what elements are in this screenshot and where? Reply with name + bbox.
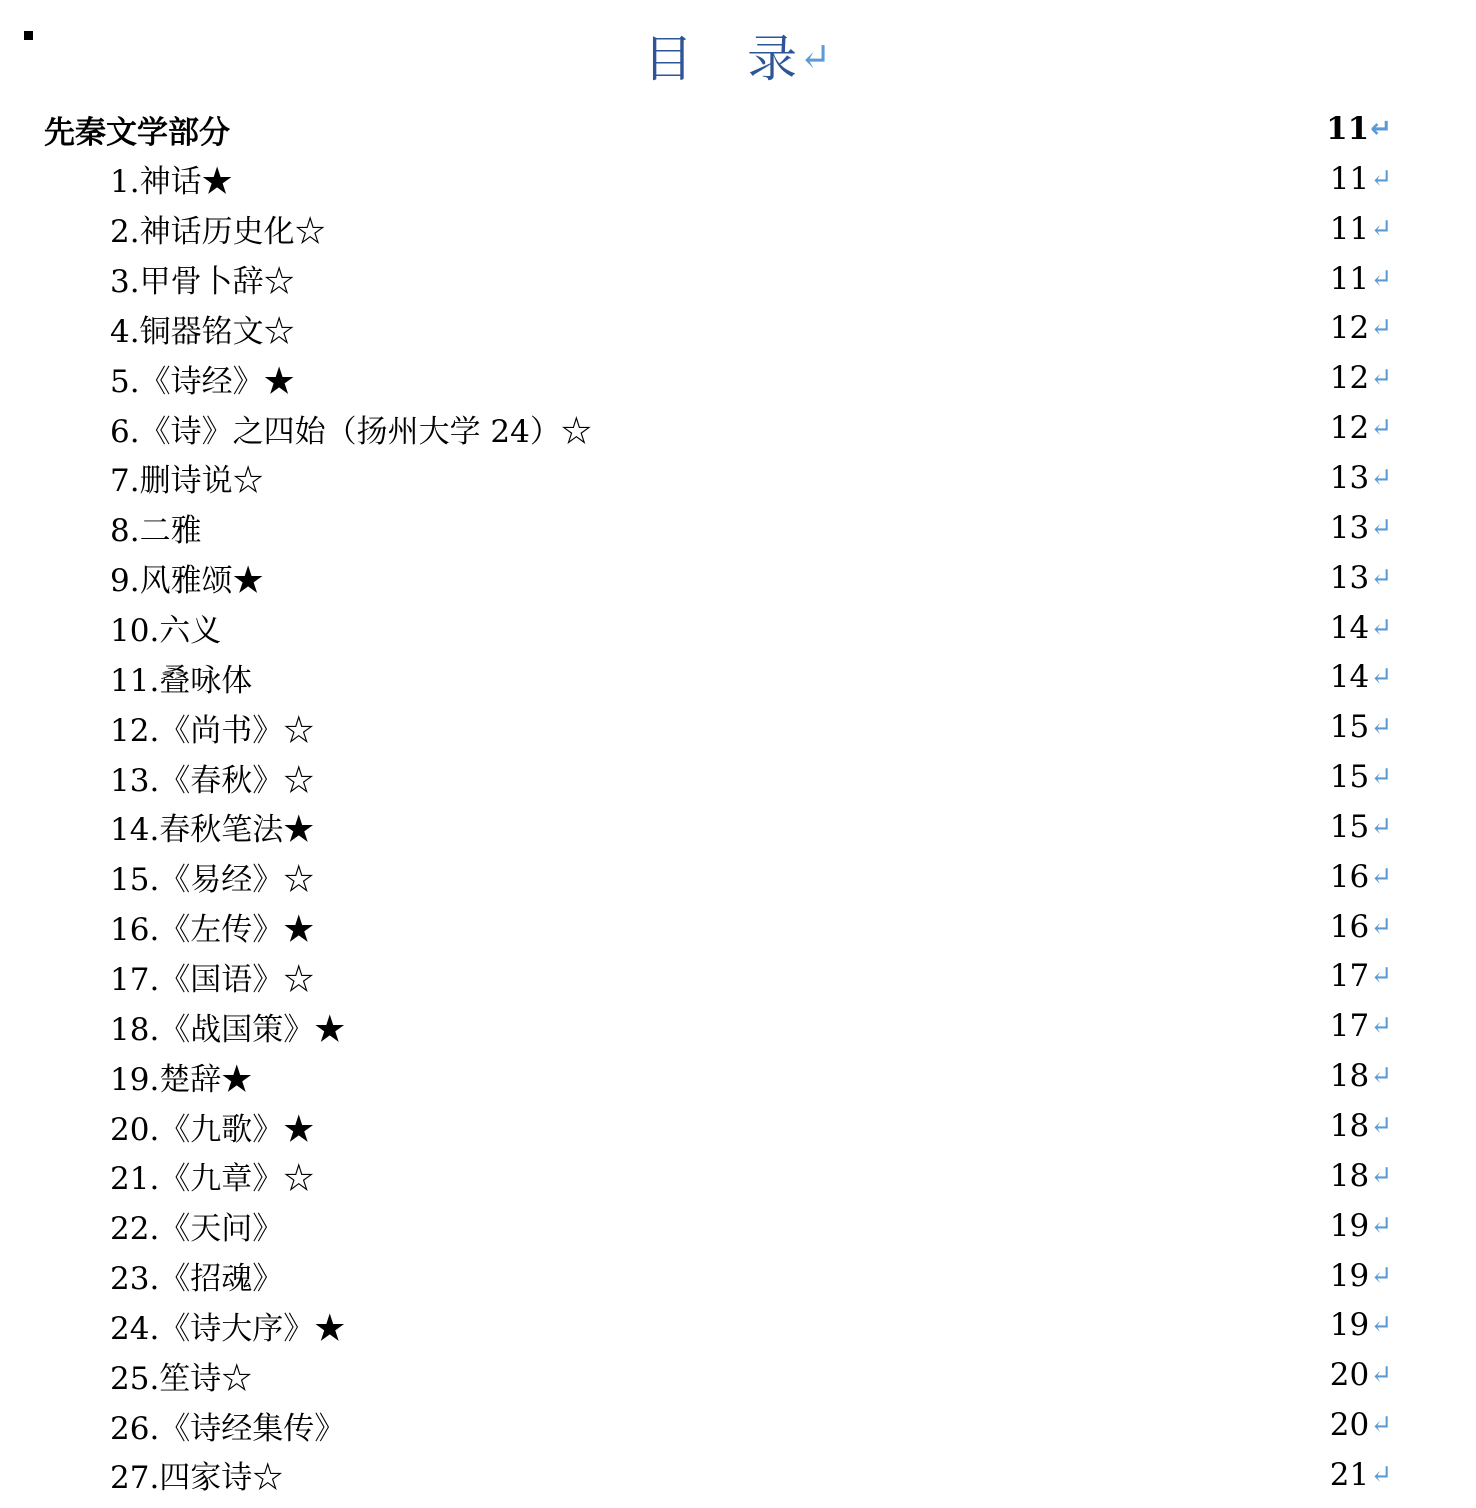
toc-entry-label: 23.《招魂》 bbox=[110, 1261, 284, 1298]
toc-entry-label: 20.《九歌》★ bbox=[110, 1111, 315, 1148]
toc-entry-label: 14.春秋笔法★ bbox=[110, 812, 315, 849]
toc-entry-label: 19.楚辞★ bbox=[110, 1061, 253, 1098]
toc-entry-row[interactable] bbox=[110, 652, 1392, 702]
paragraph-return-icon: ↵ bbox=[1370, 413, 1392, 444]
toc-page-number: 18 bbox=[1329, 1058, 1370, 1095]
toc-entry-label: 24.《诗大序》★ bbox=[110, 1310, 346, 1347]
dot-leader bbox=[289, 1210, 1319, 1242]
paragraph-return-icon: ↵ bbox=[1370, 1459, 1392, 1490]
toc-page-number: 20 bbox=[1329, 1357, 1370, 1394]
toc-entry-label: 18.《战国策》★ bbox=[110, 1011, 346, 1048]
toc-entry-row[interactable] bbox=[110, 353, 1392, 403]
dot-leader bbox=[320, 761, 1319, 793]
dot-leader bbox=[351, 1309, 1319, 1341]
toc-page-number: 20 bbox=[1329, 1407, 1370, 1444]
toc-entry-label: 7.删诗说☆ bbox=[110, 463, 264, 500]
paragraph-return-icon: ↵ bbox=[1370, 1310, 1392, 1341]
paragraph-return-icon: ↵ bbox=[1370, 1260, 1392, 1291]
toc-entry-label: 8.二雅 bbox=[110, 513, 202, 550]
toc-page-number: 17 bbox=[1329, 958, 1370, 995]
toc-page-number: 11 bbox=[1329, 160, 1370, 197]
paragraph-return-icon: ↵ bbox=[1370, 313, 1392, 344]
toc-entry-label: 26.《诗经集传》 bbox=[110, 1410, 346, 1447]
toc-entry-label: 21.《九章》☆ bbox=[110, 1161, 315, 1198]
toc-entry-row[interactable] bbox=[110, 1151, 1392, 1201]
paragraph-return-icon: ↵ bbox=[1370, 213, 1392, 244]
dot-leader bbox=[351, 1010, 1319, 1042]
dot-leader bbox=[208, 512, 1320, 544]
page-title bbox=[0, 22, 1476, 94]
dot-leader bbox=[270, 462, 1320, 494]
dot-leader bbox=[320, 711, 1319, 743]
toc-entry-label: 11.叠咏体 bbox=[110, 662, 253, 699]
toc-page-number: 17 bbox=[1329, 1008, 1370, 1045]
paragraph-return-icon: ↵ bbox=[1370, 1210, 1392, 1241]
dot-leader bbox=[270, 562, 1320, 594]
toc-entry-label: 9.风雅颂★ bbox=[110, 563, 264, 600]
toc-entry-label: 22.《天问》 bbox=[110, 1211, 284, 1248]
toc-page-number: 12 bbox=[1329, 360, 1370, 397]
paragraph-return-icon: ↵ bbox=[1370, 1061, 1392, 1092]
paragraph-return-icon: ↵ bbox=[1370, 612, 1392, 643]
toc-page-number: 15 bbox=[1329, 808, 1370, 845]
toc-entry-row[interactable] bbox=[110, 951, 1392, 1001]
toc-entry-label: 3.甲骨卜辞☆ bbox=[110, 264, 295, 301]
toc-page-number: 15 bbox=[1329, 759, 1370, 796]
toc-entry-row[interactable] bbox=[110, 1450, 1392, 1500]
paragraph-return-icon: ↵ bbox=[1370, 762, 1392, 793]
dot-leader bbox=[320, 911, 1319, 943]
paragraph-return-icon: ↵ bbox=[1370, 462, 1392, 493]
toc-entry-row[interactable] bbox=[110, 503, 1392, 553]
paragraph-return-icon: ↵ bbox=[1370, 114, 1392, 144]
toc-section-row[interactable] bbox=[44, 104, 1392, 154]
dot-leader bbox=[320, 811, 1319, 843]
dot-leader bbox=[227, 612, 1319, 644]
dot-leader bbox=[301, 263, 1320, 295]
toc-entry-row[interactable] bbox=[110, 254, 1392, 304]
paragraph-return-icon: ↵ bbox=[1370, 1111, 1392, 1141]
toc-entry-row[interactable] bbox=[110, 1251, 1392, 1301]
toc-page-number: 14 bbox=[1329, 609, 1370, 646]
dot-leader bbox=[239, 163, 1320, 195]
toc-entry-row[interactable] bbox=[110, 553, 1392, 603]
toc-page-number: 18 bbox=[1329, 1157, 1370, 1194]
toc-entry-row[interactable] bbox=[110, 1300, 1392, 1350]
paragraph-return-icon: ↵ bbox=[1370, 811, 1392, 842]
dot-leader bbox=[320, 1160, 1319, 1192]
dot-leader bbox=[320, 861, 1319, 893]
dot-leader bbox=[258, 1060, 1319, 1092]
dot-leader bbox=[289, 1459, 1319, 1491]
dot-leader bbox=[301, 312, 1320, 344]
toc-entry-row[interactable] bbox=[110, 204, 1392, 254]
toc-entry-label: 1.神话★ bbox=[110, 164, 233, 201]
dot-leader bbox=[236, 113, 1316, 145]
toc-page-number: 11 bbox=[1329, 210, 1370, 247]
toc-entry-row[interactable] bbox=[110, 802, 1392, 852]
toc-page-number: 15 bbox=[1329, 709, 1370, 746]
toc-page-number: 11 bbox=[1329, 260, 1370, 297]
paragraph-return-icon: ↵ bbox=[1370, 562, 1392, 593]
toc-entry-row[interactable] bbox=[110, 852, 1392, 902]
paragraph-return-icon: ↵ bbox=[1370, 712, 1392, 743]
toc-page-number: 18 bbox=[1329, 1108, 1370, 1144]
paragraph-return-icon: ↵ bbox=[1370, 512, 1392, 543]
toc-page-number: 13 bbox=[1329, 509, 1370, 546]
toc-entry-row[interactable] bbox=[110, 453, 1392, 503]
dot-leader bbox=[289, 1260, 1319, 1292]
toc-entry-row[interactable] bbox=[110, 1400, 1392, 1450]
dot-leader bbox=[598, 412, 1320, 444]
toc-entry-label: 5.《诗经》★ bbox=[110, 363, 295, 400]
toc-section-label: 先秦文学部分 bbox=[44, 114, 230, 151]
toc-entry-label: 12.《尚书》☆ bbox=[110, 712, 315, 749]
dot-leader bbox=[258, 661, 1319, 693]
toc-entry-row[interactable] bbox=[110, 154, 1392, 204]
toc-page-number: 13 bbox=[1329, 459, 1370, 496]
toc-entry-row[interactable] bbox=[110, 603, 1392, 653]
toc-entry-label: 2.神话历史化☆ bbox=[110, 214, 326, 251]
toc-entry-row[interactable] bbox=[110, 902, 1392, 952]
paragraph-return-icon: ↵ bbox=[1370, 861, 1392, 892]
toc-entry-row[interactable] bbox=[110, 403, 1392, 453]
toc-entry-label: 27.四家诗☆ bbox=[110, 1460, 284, 1497]
toc-entry-label: 10.六义 bbox=[110, 613, 222, 649]
paragraph-return-icon: ↵ bbox=[1370, 163, 1392, 194]
toc-entry-row[interactable] bbox=[110, 303, 1392, 353]
toc-entry-row[interactable] bbox=[110, 752, 1392, 802]
dot-leader bbox=[301, 362, 1320, 394]
toc-page-number: 12 bbox=[1329, 310, 1370, 347]
toc-page-number: 19 bbox=[1329, 1207, 1370, 1244]
toc-entry-row[interactable] bbox=[110, 1201, 1392, 1251]
toc-entry-row[interactable] bbox=[110, 1101, 1392, 1151]
toc-page-number: 12 bbox=[1329, 410, 1370, 447]
paragraph-return-icon: ↵ bbox=[1370, 1011, 1392, 1042]
toc-page-number: 14 bbox=[1329, 659, 1370, 696]
paragraph-return-icon: ↵ bbox=[1370, 363, 1392, 394]
toc-entry-label: 25.笙诗☆ bbox=[110, 1360, 253, 1397]
dot-leader bbox=[258, 1359, 1319, 1391]
paragraph-return-icon: ↵ bbox=[1370, 1360, 1392, 1391]
toc-page-number: 16 bbox=[1329, 908, 1370, 945]
paragraph-return-icon: ↵ bbox=[799, 35, 833, 79]
dot-leader bbox=[332, 213, 1320, 245]
toc-page-number: 19 bbox=[1329, 1257, 1370, 1294]
paragraph-return-icon: ↵ bbox=[1370, 911, 1392, 942]
dot-leader bbox=[320, 960, 1319, 992]
toc-entry-label: 6.《诗》之四始（扬州大学 24）☆ bbox=[110, 413, 592, 450]
toc-entry-label: 13.《春秋》☆ bbox=[110, 762, 315, 799]
paragraph-return-icon: ↵ bbox=[1370, 1410, 1392, 1441]
toc-entry-row[interactable] bbox=[110, 702, 1392, 752]
dot-leader bbox=[320, 1110, 1319, 1142]
toc-entry-row[interactable] bbox=[110, 1001, 1392, 1051]
paragraph-return-icon: ↵ bbox=[1370, 263, 1392, 294]
paragraph-return-icon: ↵ bbox=[1370, 662, 1392, 693]
toc-entry-row[interactable] bbox=[110, 1051, 1392, 1101]
toc-entry-row[interactable] bbox=[110, 1350, 1392, 1400]
paragraph-return-icon: ↵ bbox=[1370, 1160, 1392, 1191]
toc-page-number: 11 bbox=[1326, 111, 1370, 147]
toc-page-number: 16 bbox=[1329, 858, 1370, 895]
toc-entry-label: 16.《左传》★ bbox=[110, 912, 315, 949]
toc-entry-label: 4.铜器铭文☆ bbox=[110, 313, 295, 350]
toc-page-number: 13 bbox=[1329, 559, 1370, 596]
toc-page-number: 19 bbox=[1329, 1307, 1370, 1344]
toc-entry-label: 15.《易经》☆ bbox=[110, 862, 315, 899]
title-text: 目 录 bbox=[643, 30, 800, 88]
dot-leader bbox=[351, 1409, 1319, 1441]
toc-page-number: 21 bbox=[1329, 1456, 1370, 1493]
paragraph-return-icon: ↵ bbox=[1370, 961, 1392, 992]
toc-entry-label: 17.《国语》☆ bbox=[110, 961, 315, 998]
